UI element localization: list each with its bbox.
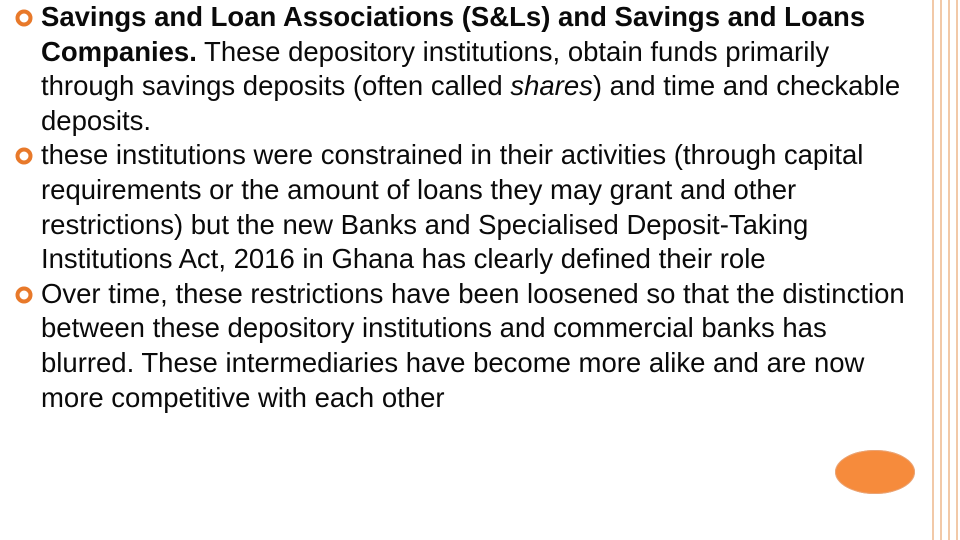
bullet-italic-term: shares	[510, 70, 593, 102]
decorative-stripe	[940, 0, 942, 540]
bullet-circle-icon	[14, 285, 34, 305]
decorative-stripe	[956, 0, 958, 540]
decorative-stripe	[948, 0, 950, 540]
bullet-item-over-time	[6, 277, 921, 415]
bullet-text: these institutions were constrained in their activities (through capital requirements or the amount of loans they may grant and other restrictions) but the new Banks and Specialised Deposit-Taking Institutions Act, 2016 in Ghana has clearly defined their role	[41, 139, 864, 275]
bullet-text: Over time, these restrictions have been loosened so that the distinction between these depository institutions and commercial banks has blurred. These intermediaries have become more alike and are now more competitive with each other	[41, 277, 905, 413]
bullet-text: ) and time and checkable deposits.	[41, 70, 901, 136]
decorative-stripe	[932, 0, 934, 540]
bullet-circle-icon	[14, 8, 34, 28]
bullet-item-savings-and-loans	[6, 0, 921, 138]
decorative-orange-circle	[835, 450, 915, 494]
bullet-text: These depository institutions, obtain funds primarily through savings deposits (often called	[41, 35, 830, 102]
bullet-item-constraints	[6, 138, 921, 276]
slide-body	[6, 0, 921, 415]
bullet-bold-heading: Savings and Loan Associations (S&Ls) and Savings and Loans Companies.	[41, 1, 866, 67]
bullet-circle-icon	[14, 146, 34, 166]
